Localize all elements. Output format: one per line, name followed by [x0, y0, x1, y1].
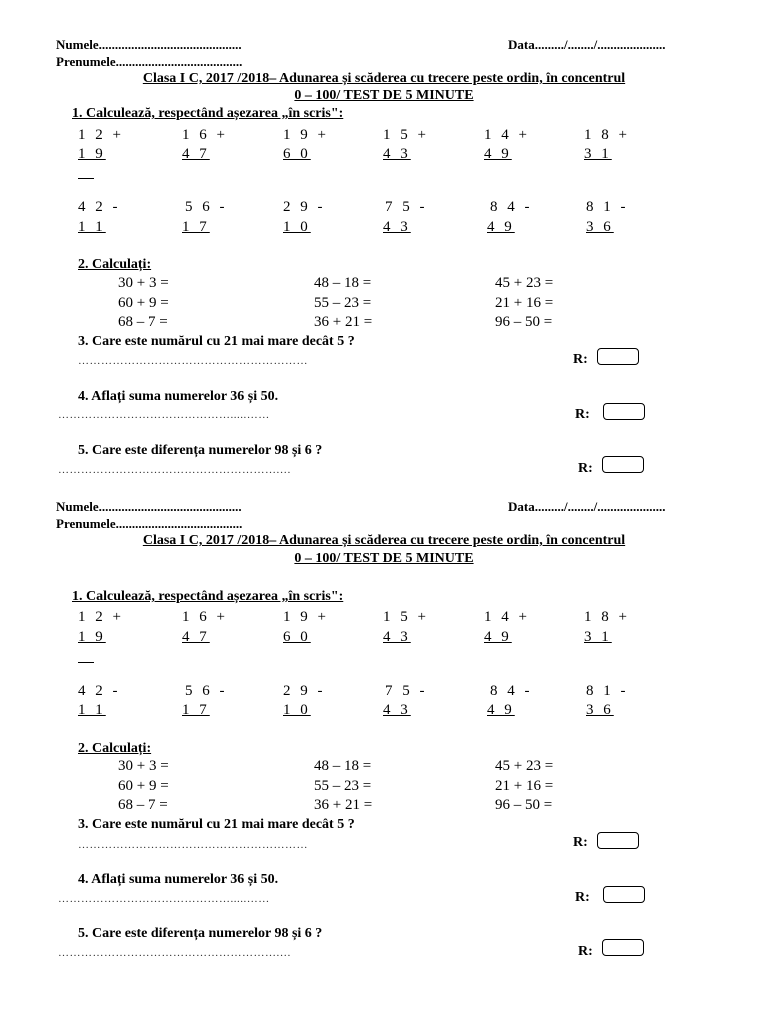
- sub-top-1: 4 2 -: [78, 199, 121, 215]
- task1-label: 1. Calculează, respectând așezarea „în scris":: [72, 589, 344, 604]
- task4-answer-label: R:: [575, 890, 590, 905]
- task5-answer-box[interactable]: [602, 456, 644, 473]
- sub-bottom-1: 1 1: [78, 702, 106, 718]
- task3-answer-box[interactable]: [597, 832, 639, 849]
- task4-answer-box[interactable]: [603, 403, 645, 420]
- task3-label: 3. Care este numărul cu 21 mai mare decât 5 ?: [78, 817, 355, 832]
- calc-1-1: 30 + 3 =: [118, 275, 169, 291]
- title-line-1: Clasa I C, 2017 /2018– Adunarea și scăderea cu trecere peste ordin, în concentrul: [142, 71, 626, 86]
- calc-1-2: 48 – 18 =: [314, 758, 372, 774]
- worksheet-2: [0, 484, 768, 968]
- sub-bottom-2: 1 7: [182, 219, 210, 235]
- task4-answer-box[interactable]: [603, 886, 645, 903]
- task3-label: 3. Care este numărul cu 21 mai mare decât 5 ?: [78, 334, 355, 349]
- add-bottom-1: 1 9: [78, 146, 106, 162]
- surname-field[interactable]: Prenumele.......................................: [56, 54, 243, 69]
- calc-2-3: 21 + 16 =: [495, 778, 554, 794]
- date-field[interactable]: Data........./......../.....................: [508, 499, 666, 514]
- calc-2-2: 55 – 23 =: [314, 778, 372, 794]
- calc-3-3: 96 – 50 =: [495, 797, 553, 813]
- add-bottom-2: 4 7: [182, 629, 210, 645]
- stray-dash: [78, 662, 94, 663]
- calc-3-2: 36 + 21 =: [314, 797, 373, 813]
- add-top-4: 1 5 +: [383, 127, 429, 143]
- add-bottom-2: 4 7: [182, 146, 210, 162]
- calc-1-2: 48 – 18 =: [314, 275, 372, 291]
- calc-3-2: 36 + 21 =: [314, 314, 373, 330]
- sub-top-4: 7 5 -: [385, 683, 428, 699]
- date-field[interactable]: Data........./......../.....................: [508, 37, 666, 52]
- title-line-1: Clasa I C, 2017 /2018– Adunarea și scăderea cu trecere peste ordin, în concentrul: [142, 533, 626, 548]
- task5-answer-label: R:: [578, 944, 593, 959]
- task1-label: 1. Calculează, respectând așezarea „în scris":: [72, 106, 344, 121]
- task4-answer-label: R:: [575, 407, 590, 422]
- add-bottom-3: 6 0: [283, 629, 311, 645]
- task2-label: 2. Calculați:: [78, 257, 152, 272]
- sub-top-2: 5 6 -: [185, 683, 228, 699]
- task2-label: 2. Calculați:: [78, 741, 152, 756]
- add-top-5: 1 4 +: [484, 127, 530, 143]
- task5-dots[interactable]: ………………………………………………….…: [58, 464, 292, 476]
- sub-top-5: 8 4 -: [490, 683, 533, 699]
- add-top-2: 1 6 +: [182, 609, 228, 625]
- sub-bottom-6: 3 6: [586, 702, 614, 718]
- add-top-1: 1 2 +: [78, 609, 124, 625]
- sub-bottom-2: 1 7: [182, 702, 210, 718]
- add-top-6: 1 8 +: [584, 127, 630, 143]
- add-bottom-4: 4 3: [383, 146, 411, 162]
- task4-label: 4. Aflați suma numerelor 36 și 50.: [78, 872, 279, 887]
- calc-3-3: 96 – 50 =: [495, 314, 553, 330]
- add-top-2: 1 6 +: [182, 127, 228, 143]
- task4-dots[interactable]: ……………………………………….....……: [58, 893, 270, 905]
- add-top-6: 1 8 +: [584, 609, 630, 625]
- add-bottom-3: 6 0: [283, 146, 311, 162]
- calc-1-3: 45 + 23 =: [495, 758, 554, 774]
- title-line-2: 0 – 100/ TEST DE 5 MINUTE: [294, 551, 474, 566]
- add-top-3: 1 9 +: [283, 609, 329, 625]
- title-line-2: 0 – 100/ TEST DE 5 MINUTE: [294, 88, 474, 103]
- sub-top-1: 4 2 -: [78, 683, 121, 699]
- task4-dots[interactable]: ……………………………………….....……: [58, 409, 270, 421]
- sub-bottom-5: 4 9: [487, 702, 515, 718]
- task5-dots[interactable]: ………………………………………………….…: [58, 947, 292, 959]
- task3-dots[interactable]: ……………………………………………………: [78, 839, 308, 851]
- add-top-1: 1 2 +: [78, 127, 124, 143]
- sub-bottom-5: 4 9: [487, 219, 515, 235]
- sub-bottom-3: 1 0: [283, 219, 311, 235]
- task5-answer-label: R:: [578, 461, 593, 476]
- sub-bottom-4: 4 3: [383, 219, 411, 235]
- sub-bottom-3: 1 0: [283, 702, 311, 718]
- add-bottom-5: 4 9: [484, 146, 512, 162]
- stray-dash: [78, 178, 94, 179]
- add-bottom-6: 3 1: [584, 146, 612, 162]
- calc-3-1: 68 – 7 =: [118, 797, 168, 813]
- sub-top-6: 8 1 -: [586, 683, 629, 699]
- task5-label: 5. Care este diferența numerelor 98 și 6 ?: [78, 926, 323, 941]
- add-bottom-1: 1 9: [78, 629, 106, 645]
- add-bottom-4: 4 3: [383, 629, 411, 645]
- add-bottom-6: 3 1: [584, 629, 612, 645]
- task3-answer-label: R:: [573, 352, 588, 367]
- calc-2-3: 21 + 16 =: [495, 295, 554, 311]
- add-top-4: 1 5 +: [383, 609, 429, 625]
- sub-top-5: 8 4 -: [490, 199, 533, 215]
- task5-label: 5. Care este diferența numerelor 98 și 6 ?: [78, 443, 323, 458]
- task4-label: 4. Aflați suma numerelor 36 și 50.: [78, 389, 279, 404]
- add-top-5: 1 4 +: [484, 609, 530, 625]
- calc-3-1: 68 – 7 =: [118, 314, 168, 330]
- task3-answer-box[interactable]: [597, 348, 639, 365]
- add-bottom-5: 4 9: [484, 629, 512, 645]
- surname-field[interactable]: Prenumele.......................................: [56, 516, 243, 531]
- sub-top-3: 2 9 -: [283, 199, 326, 215]
- calc-1-3: 45 + 23 =: [495, 275, 554, 291]
- sub-bottom-1: 1 1: [78, 219, 106, 235]
- sub-top-4: 7 5 -: [385, 199, 428, 215]
- sub-bottom-4: 4 3: [383, 702, 411, 718]
- calc-2-1: 60 + 9 =: [118, 778, 169, 794]
- add-top-3: 1 9 +: [283, 127, 329, 143]
- worksheet-1: [0, 0, 768, 484]
- calc-2-2: 55 – 23 =: [314, 295, 372, 311]
- calc-2-1: 60 + 9 =: [118, 295, 169, 311]
- sub-top-6: 8 1 -: [586, 199, 629, 215]
- task3-answer-label: R:: [573, 835, 588, 850]
- task5-answer-box[interactable]: [602, 939, 644, 956]
- name-field[interactable]: Numele............................................: [56, 499, 242, 514]
- calc-1-1: 30 + 3 =: [118, 758, 169, 774]
- name-field[interactable]: Numele............................................: [56, 37, 242, 52]
- sub-top-3: 2 9 -: [283, 683, 326, 699]
- sub-bottom-6: 3 6: [586, 219, 614, 235]
- task3-dots[interactable]: ……………………………………………………: [78, 355, 308, 367]
- sub-top-2: 5 6 -: [185, 199, 228, 215]
